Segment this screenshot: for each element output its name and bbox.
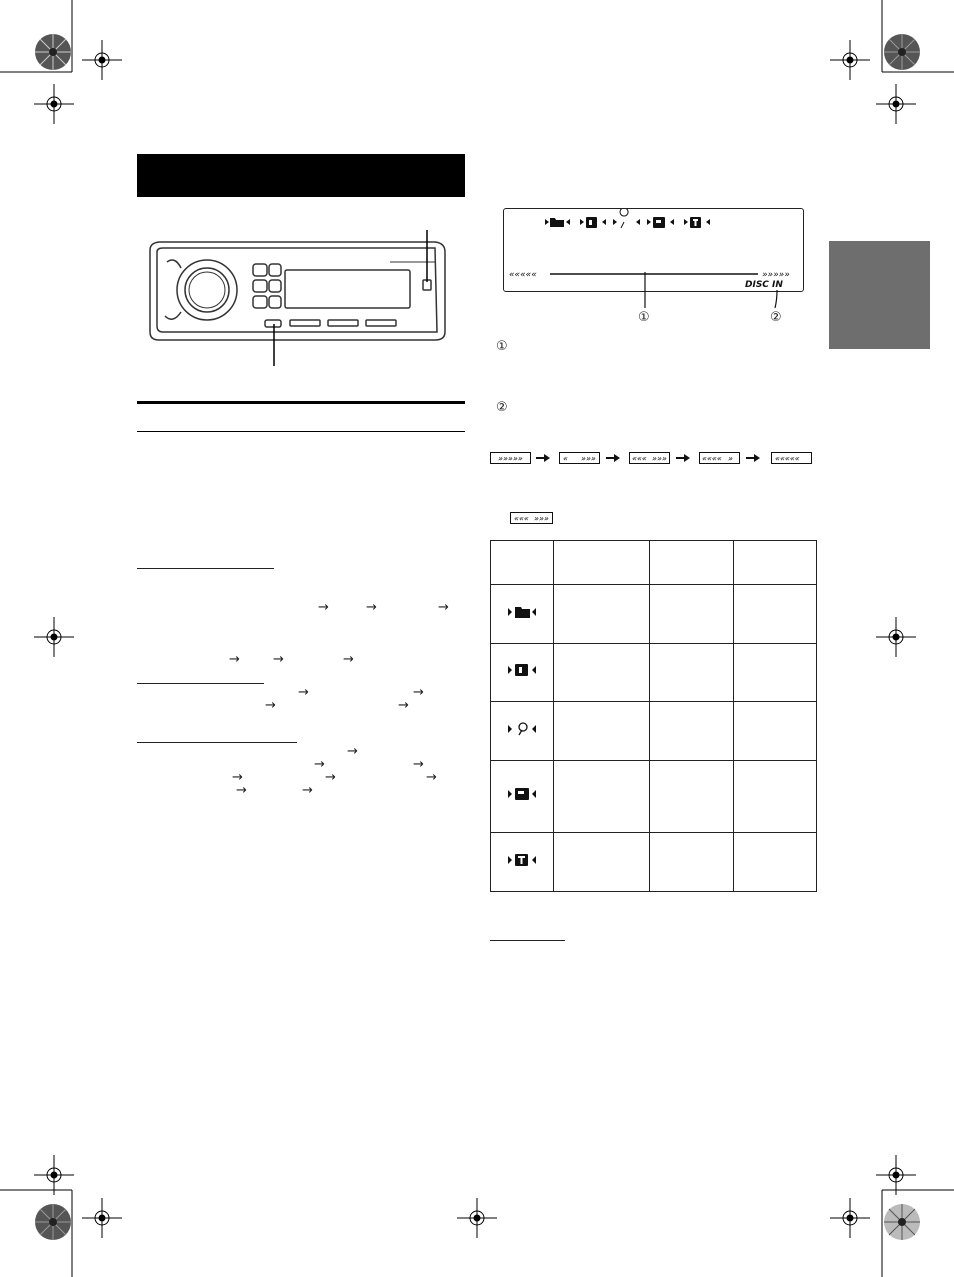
sequence-arrow: → (413, 685, 424, 700)
svg-text:«««: ««« (514, 514, 529, 523)
registration-mark (82, 40, 122, 80)
sequence-arrow: → (298, 685, 309, 700)
sequence-arrow: → (438, 600, 449, 615)
callout-mark-1: ① (638, 310, 650, 325)
reverse-arrow-marks: ««««« (509, 270, 537, 280)
segment-sequence (490, 451, 816, 467)
registration-mark (876, 1155, 916, 1195)
sequence-arrow: → (302, 783, 313, 798)
table-row (491, 833, 817, 892)
svg-text:»»»: »»» (534, 514, 549, 523)
option-underline (137, 568, 274, 569)
registration-mark (82, 1198, 122, 1238)
sequence-arrow: → (314, 757, 325, 772)
table-row (491, 702, 817, 761)
color-wheel (882, 32, 922, 72)
color-wheel (882, 1202, 922, 1242)
table-row (491, 761, 817, 833)
sequence-arrow: → (265, 698, 276, 713)
registration-mark (876, 617, 916, 657)
disc-in-indicator: DISC IN (745, 280, 783, 290)
sequence-arrow: → (229, 652, 240, 667)
registration-mark (876, 84, 916, 124)
forward-arrow-marks: »»»»» (762, 270, 790, 280)
svg-text:«««««: ««««« (775, 454, 800, 463)
sequence-arrow: → (413, 757, 424, 772)
subsection-rule-thin (137, 431, 465, 432)
color-wheel (33, 1202, 73, 1242)
note-underline (490, 940, 565, 941)
legend-mark-2: ② (496, 400, 508, 415)
sequence-arrow: → (236, 783, 247, 798)
segment-example (510, 511, 556, 527)
option-underline (137, 683, 264, 684)
registration-mark (34, 617, 74, 657)
table-row (491, 644, 817, 702)
sequence-arrow: → (366, 600, 377, 615)
subsection-rule-thick (137, 401, 465, 404)
sequence-arrow: → (325, 770, 336, 785)
music-file-icon (504, 663, 540, 677)
svg-text:»»»: »»» (581, 454, 596, 463)
registration-mark (34, 84, 74, 124)
registration-mark (830, 1198, 870, 1238)
chapter-tab (829, 241, 930, 349)
title-icon (504, 853, 540, 867)
registration-mark (34, 1155, 74, 1195)
sequence-arrow: → (318, 600, 329, 615)
callout-mark-2: ② (770, 310, 782, 325)
table-row (491, 585, 817, 644)
svg-text:«: « (563, 454, 568, 463)
section-header-bar (137, 154, 465, 197)
sequence-arrow: → (343, 652, 354, 667)
album-icon (504, 787, 540, 801)
svg-text:»»»: »»» (652, 454, 667, 463)
svg-text:»: » (728, 454, 733, 463)
folder-icon (504, 605, 540, 619)
table-header-row (491, 541, 817, 585)
sequence-arrow: → (347, 744, 358, 759)
sequence-arrow: → (273, 652, 284, 667)
sequence-arrow: → (426, 770, 437, 785)
option-underline (137, 742, 297, 743)
sequence-arrow: → (232, 770, 243, 785)
svg-text:«««: ««« (632, 454, 647, 463)
registration-mark (457, 1198, 497, 1238)
registration-mark (830, 40, 870, 80)
sequence-arrow: → (398, 698, 409, 713)
svg-text:««««: «««« (702, 454, 722, 463)
svg-text:»»»»»: »»»»» (498, 454, 523, 463)
color-wheel (33, 32, 73, 72)
callout-lines (630, 270, 790, 310)
display-icon-table (490, 540, 817, 892)
artist-icon (504, 722, 540, 736)
head-unit-illustration (145, 228, 455, 368)
legend-mark-1: ① (496, 339, 508, 354)
